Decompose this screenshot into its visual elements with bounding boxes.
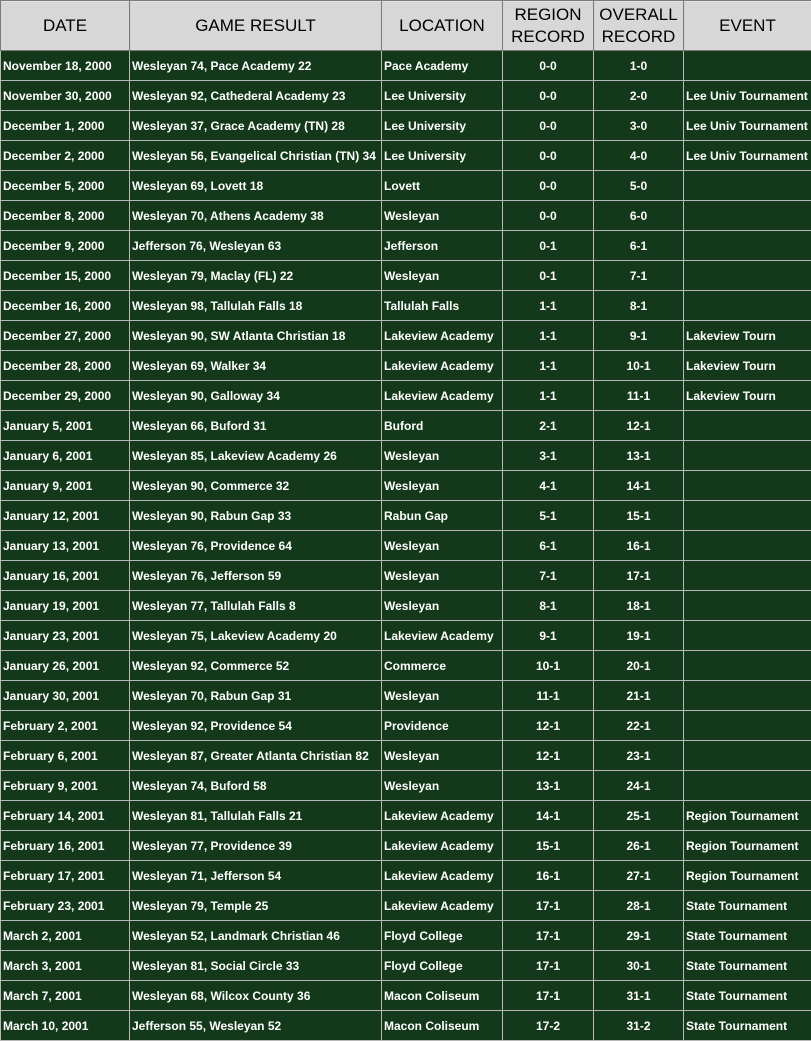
date-cell: March 10, 2001 xyxy=(1,1011,130,1041)
table-row xyxy=(1,741,811,771)
location-cell: Wesleyan xyxy=(382,771,503,801)
game-result-cell: Wesleyan 92, Commerce 52 xyxy=(130,651,382,681)
location-cell: Lakeview Academy xyxy=(382,351,503,381)
header-region-line2: RECORD xyxy=(511,26,585,46)
overall-record-cell: 22-1 xyxy=(594,711,684,741)
location-cell: Floyd College xyxy=(382,951,503,981)
date-cell: March 2, 2001 xyxy=(1,921,130,951)
date-cell: January 30, 2001 xyxy=(1,681,130,711)
date-cell: February 6, 2001 xyxy=(1,741,130,771)
event-cell xyxy=(684,441,811,471)
table-row xyxy=(1,351,811,381)
region-record-cell: 4-1 xyxy=(503,471,594,501)
table-row xyxy=(1,141,811,171)
date-cell: February 14, 2001 xyxy=(1,801,130,831)
event-cell: Lee Univ Tournament xyxy=(684,111,811,141)
date-cell: January 12, 2001 xyxy=(1,501,130,531)
region-record-cell: 2-1 xyxy=(503,411,594,441)
date-cell: December 28, 2000 xyxy=(1,351,130,381)
table-row xyxy=(1,591,811,621)
game-result-cell: Wesleyan 37, Grace Academy (TN) 28 xyxy=(130,111,382,141)
location-cell: Buford xyxy=(382,411,503,441)
game-result-cell: Wesleyan 90, SW Atlanta Christian 18 xyxy=(130,321,382,351)
region-record-cell: 16-1 xyxy=(503,861,594,891)
game-result-cell: Wesleyan 79, Temple 25 xyxy=(130,891,382,921)
location-cell: Wesleyan xyxy=(382,561,503,591)
location-cell: Floyd College xyxy=(382,921,503,951)
event-cell: State Tournament xyxy=(684,1011,811,1041)
date-cell: November 30, 2000 xyxy=(1,81,130,111)
header-overall-line2: RECORD xyxy=(601,26,676,46)
overall-record-cell: 25-1 xyxy=(594,801,684,831)
event-cell xyxy=(684,741,811,771)
overall-record-cell: 14-1 xyxy=(594,471,684,501)
game-result-cell: Wesleyan 87, Greater Atlanta Christian 82 xyxy=(130,741,382,771)
region-record-cell: 17-2 xyxy=(503,1011,594,1041)
game-result-cell: Wesleyan 77, Providence 39 xyxy=(130,831,382,861)
table-body xyxy=(1,51,811,1041)
event-cell: Region Tournament xyxy=(684,831,811,861)
location-cell: Lee University xyxy=(382,111,503,141)
location-cell: Wesleyan xyxy=(382,531,503,561)
header-game-result xyxy=(130,1,382,51)
location-cell: Wesleyan xyxy=(382,441,503,471)
table-row xyxy=(1,801,811,831)
overall-record-cell: 20-1 xyxy=(594,651,684,681)
region-record-cell: 7-1 xyxy=(503,561,594,591)
table-row xyxy=(1,471,811,501)
table-row xyxy=(1,981,811,1011)
header-overall-record xyxy=(594,1,684,51)
event-cell xyxy=(684,531,811,561)
date-cell: December 29, 2000 xyxy=(1,381,130,411)
overall-record-cell: 10-1 xyxy=(594,351,684,381)
table-row xyxy=(1,261,811,291)
overall-record-cell: 9-1 xyxy=(594,321,684,351)
overall-record-cell: 4-0 xyxy=(594,141,684,171)
game-result-cell: Wesleyan 76, Providence 64 xyxy=(130,531,382,561)
location-cell: Macon Coliseum xyxy=(382,981,503,1011)
region-record-cell: 0-0 xyxy=(503,81,594,111)
date-cell: March 3, 2001 xyxy=(1,951,130,981)
date-cell: February 16, 2001 xyxy=(1,831,130,861)
game-result-cell: Wesleyan 70, Rabun Gap 31 xyxy=(130,681,382,711)
game-result-cell: Wesleyan 81, Tallulah Falls 21 xyxy=(130,801,382,831)
region-record-cell: 3-1 xyxy=(503,441,594,471)
location-cell: Wesleyan xyxy=(382,201,503,231)
header-region-record xyxy=(503,1,594,51)
overall-record-cell: 24-1 xyxy=(594,771,684,801)
overall-record-cell: 15-1 xyxy=(594,501,684,531)
event-cell xyxy=(684,651,811,681)
game-result-cell: Wesleyan 66, Buford 31 xyxy=(130,411,382,441)
location-cell: Wesleyan xyxy=(382,741,503,771)
overall-record-cell: 23-1 xyxy=(594,741,684,771)
location-cell: Pace Academy xyxy=(382,51,503,81)
location-cell: Jefferson xyxy=(382,231,503,261)
date-cell: December 27, 2000 xyxy=(1,321,130,351)
date-cell: January 26, 2001 xyxy=(1,651,130,681)
game-result-cell: Wesleyan 79, Maclay (FL) 22 xyxy=(130,261,382,291)
date-cell: December 1, 2000 xyxy=(1,111,130,141)
table-row xyxy=(1,111,811,141)
table-row xyxy=(1,921,811,951)
table-row xyxy=(1,231,811,261)
date-cell: January 13, 2001 xyxy=(1,531,130,561)
event-cell xyxy=(684,711,811,741)
overall-record-cell: 6-1 xyxy=(594,231,684,261)
region-record-cell: 9-1 xyxy=(503,621,594,651)
date-cell: December 5, 2000 xyxy=(1,171,130,201)
overall-record-cell: 17-1 xyxy=(594,561,684,591)
game-result-cell: Wesleyan 76, Jefferson 59 xyxy=(130,561,382,591)
header-location-label: LOCATION xyxy=(399,15,485,35)
event-cell: Lakeview Tourn xyxy=(684,351,811,381)
event-cell: Lakeview Tourn xyxy=(684,321,811,351)
event-cell xyxy=(684,291,811,321)
region-record-cell: 5-1 xyxy=(503,501,594,531)
header-event xyxy=(684,1,811,51)
region-record-cell: 1-1 xyxy=(503,291,594,321)
game-result-cell: Wesleyan 98, Tallulah Falls 18 xyxy=(130,291,382,321)
game-result-cell: Wesleyan 69, Walker 34 xyxy=(130,351,382,381)
header-event-label: EVENT xyxy=(719,15,776,35)
location-cell: Tallulah Falls xyxy=(382,291,503,321)
date-cell: February 2, 2001 xyxy=(1,711,130,741)
overall-record-cell: 16-1 xyxy=(594,531,684,561)
table-row xyxy=(1,441,811,471)
event-cell: Lee Univ Tournament xyxy=(684,81,811,111)
overall-record-cell: 31-1 xyxy=(594,981,684,1011)
overall-record-cell: 31-2 xyxy=(594,1011,684,1041)
table-row xyxy=(1,951,811,981)
event-cell xyxy=(684,411,811,441)
region-record-cell: 15-1 xyxy=(503,831,594,861)
event-cell: State Tournament xyxy=(684,951,811,981)
overall-record-cell: 18-1 xyxy=(594,591,684,621)
game-result-cell: Wesleyan 75, Lakeview Academy 20 xyxy=(130,621,382,651)
date-cell: January 19, 2001 xyxy=(1,591,130,621)
overall-record-cell: 30-1 xyxy=(594,951,684,981)
table-row xyxy=(1,651,811,681)
location-cell: Lakeview Academy xyxy=(382,861,503,891)
location-cell: Lakeview Academy xyxy=(382,381,503,411)
date-cell: March 7, 2001 xyxy=(1,981,130,1011)
location-cell: Wesleyan xyxy=(382,471,503,501)
date-cell: November 18, 2000 xyxy=(1,51,130,81)
region-record-cell: 0-0 xyxy=(503,111,594,141)
game-result-cell: Wesleyan 90, Galloway 34 xyxy=(130,381,382,411)
table-row xyxy=(1,831,811,861)
table-row xyxy=(1,621,811,651)
table-row xyxy=(1,51,811,81)
table-row xyxy=(1,81,811,111)
table-row xyxy=(1,561,811,591)
overall-record-cell: 26-1 xyxy=(594,831,684,861)
table-row xyxy=(1,771,811,801)
event-cell xyxy=(684,621,811,651)
region-record-cell: 17-1 xyxy=(503,981,594,1011)
location-cell: Lakeview Academy xyxy=(382,621,503,651)
location-cell: Rabun Gap xyxy=(382,501,503,531)
event-cell: State Tournament xyxy=(684,981,811,1011)
game-result-cell: Jefferson 55, Wesleyan 52 xyxy=(130,1011,382,1041)
game-result-cell: Wesleyan 81, Social Circle 33 xyxy=(130,951,382,981)
date-cell: February 23, 2001 xyxy=(1,891,130,921)
region-record-cell: 12-1 xyxy=(503,741,594,771)
date-cell: December 9, 2000 xyxy=(1,231,130,261)
date-cell: December 8, 2000 xyxy=(1,201,130,231)
location-cell: Commerce xyxy=(382,651,503,681)
location-cell: Lakeview Academy xyxy=(382,891,503,921)
header-location xyxy=(382,1,503,51)
date-cell: January 16, 2001 xyxy=(1,561,130,591)
event-cell: State Tournament xyxy=(684,921,811,951)
region-record-cell: 0-0 xyxy=(503,51,594,81)
game-result-cell: Jefferson 76, Wesleyan 63 xyxy=(130,231,382,261)
date-cell: December 16, 2000 xyxy=(1,291,130,321)
region-record-cell: 0-0 xyxy=(503,201,594,231)
event-cell xyxy=(684,561,811,591)
header-date xyxy=(1,1,130,51)
table-row xyxy=(1,201,811,231)
event-cell xyxy=(684,201,811,231)
event-cell xyxy=(684,231,811,261)
location-cell: Wesleyan xyxy=(382,261,503,291)
overall-record-cell: 27-1 xyxy=(594,861,684,891)
date-cell: December 15, 2000 xyxy=(1,261,130,291)
region-record-cell: 11-1 xyxy=(503,681,594,711)
header-region-line1: REGION xyxy=(514,4,582,24)
game-result-cell: Wesleyan 69, Lovett 18 xyxy=(130,171,382,201)
overall-record-cell: 28-1 xyxy=(594,891,684,921)
date-cell: January 9, 2001 xyxy=(1,471,130,501)
table-row xyxy=(1,501,811,531)
region-record-cell: 12-1 xyxy=(503,711,594,741)
table-row xyxy=(1,291,811,321)
header-game-result-label: GAME RESULT xyxy=(195,15,316,35)
game-result-cell: Wesleyan 71, Jefferson 54 xyxy=(130,861,382,891)
table-row xyxy=(1,711,811,741)
location-cell: Providence xyxy=(382,711,503,741)
region-record-cell: 0-0 xyxy=(503,171,594,201)
region-record-cell: 1-1 xyxy=(503,351,594,381)
game-result-cell: Wesleyan 92, Cathederal Academy 23 xyxy=(130,81,382,111)
table-row xyxy=(1,861,811,891)
overall-record-cell: 6-0 xyxy=(594,201,684,231)
game-result-cell: Wesleyan 74, Pace Academy 22 xyxy=(130,51,382,81)
table-row xyxy=(1,681,811,711)
region-record-cell: 8-1 xyxy=(503,591,594,621)
location-cell: Lakeview Academy xyxy=(382,321,503,351)
region-record-cell: 0-1 xyxy=(503,261,594,291)
event-cell: Lakeview Tourn xyxy=(684,381,811,411)
location-cell: Wesleyan xyxy=(382,681,503,711)
game-result-cell: Wesleyan 77, Tallulah Falls 8 xyxy=(130,591,382,621)
event-cell: State Tournament xyxy=(684,891,811,921)
event-cell xyxy=(684,501,811,531)
header-overall-line1: OVERALL xyxy=(599,4,678,24)
overall-record-cell: 7-1 xyxy=(594,261,684,291)
event-cell xyxy=(684,471,811,501)
table-row xyxy=(1,321,811,351)
date-cell: December 2, 2000 xyxy=(1,141,130,171)
region-record-cell: 10-1 xyxy=(503,651,594,681)
game-result-cell: Wesleyan 56, Evangelical Christian (TN) 34 xyxy=(130,141,382,171)
event-cell xyxy=(684,771,811,801)
event-cell xyxy=(684,51,811,81)
table-row xyxy=(1,171,811,201)
region-record-cell: 1-1 xyxy=(503,381,594,411)
date-cell: February 9, 2001 xyxy=(1,771,130,801)
game-result-cell: Wesleyan 90, Commerce 32 xyxy=(130,471,382,501)
event-cell: Lee Univ Tournament xyxy=(684,141,811,171)
overall-record-cell: 13-1 xyxy=(594,441,684,471)
game-result-cell: Wesleyan 74, Buford 58 xyxy=(130,771,382,801)
game-result-cell: Wesleyan 70, Athens Academy 38 xyxy=(130,201,382,231)
overall-record-cell: 12-1 xyxy=(594,411,684,441)
game-result-cell: Wesleyan 68, Wilcox County 36 xyxy=(130,981,382,1011)
game-result-cell: Wesleyan 90, Rabun Gap 33 xyxy=(130,501,382,531)
game-result-cell: Wesleyan 52, Landmark Christian 46 xyxy=(130,921,382,951)
location-cell: Wesleyan xyxy=(382,591,503,621)
overall-record-cell: 29-1 xyxy=(594,921,684,951)
region-record-cell: 17-1 xyxy=(503,891,594,921)
event-cell: Region Tournament xyxy=(684,801,811,831)
overall-record-cell: 1-0 xyxy=(594,51,684,81)
event-cell xyxy=(684,591,811,621)
table-row xyxy=(1,531,811,561)
event-cell xyxy=(684,261,811,291)
region-record-cell: 13-1 xyxy=(503,771,594,801)
game-result-cell: Wesleyan 92, Providence 54 xyxy=(130,711,382,741)
overall-record-cell: 5-0 xyxy=(594,171,684,201)
location-cell: Lakeview Academy xyxy=(382,801,503,831)
table-row xyxy=(1,891,811,921)
overall-record-cell: 2-0 xyxy=(594,81,684,111)
header-row xyxy=(1,1,811,51)
table-row xyxy=(1,1011,811,1041)
header-date-label: DATE xyxy=(42,15,88,35)
overall-record-cell: 3-0 xyxy=(594,111,684,141)
overall-record-cell: 21-1 xyxy=(594,681,684,711)
region-record-cell: 1-1 xyxy=(503,321,594,351)
region-record-cell: 0-1 xyxy=(503,231,594,261)
event-cell xyxy=(684,171,811,201)
region-record-cell: 14-1 xyxy=(503,801,594,831)
region-record-cell: 6-1 xyxy=(503,531,594,561)
event-cell: Region Tournament xyxy=(684,861,811,891)
date-cell: January 6, 2001 xyxy=(1,441,130,471)
date-cell: January 5, 2001 xyxy=(1,411,130,441)
region-record-cell: 17-1 xyxy=(503,921,594,951)
table-header xyxy=(1,1,811,51)
table-row xyxy=(1,381,811,411)
location-cell: Lovett xyxy=(382,171,503,201)
region-record-cell: 0-0 xyxy=(503,141,594,171)
location-cell: Lee University xyxy=(382,141,503,171)
location-cell: Lee University xyxy=(382,81,503,111)
event-cell xyxy=(684,681,811,711)
region-record-cell: 17-1 xyxy=(503,951,594,981)
table-row xyxy=(1,411,811,441)
overall-record-cell: 8-1 xyxy=(594,291,684,321)
overall-record-cell: 19-1 xyxy=(594,621,684,651)
date-cell: February 17, 2001 xyxy=(1,861,130,891)
location-cell: Lakeview Academy xyxy=(382,831,503,861)
game-result-cell: Wesleyan 85, Lakeview Academy 26 xyxy=(130,441,382,471)
location-cell: Macon Coliseum xyxy=(382,1011,503,1041)
overall-record-cell: 11-1 xyxy=(594,381,684,411)
date-cell: January 23, 2001 xyxy=(1,621,130,651)
